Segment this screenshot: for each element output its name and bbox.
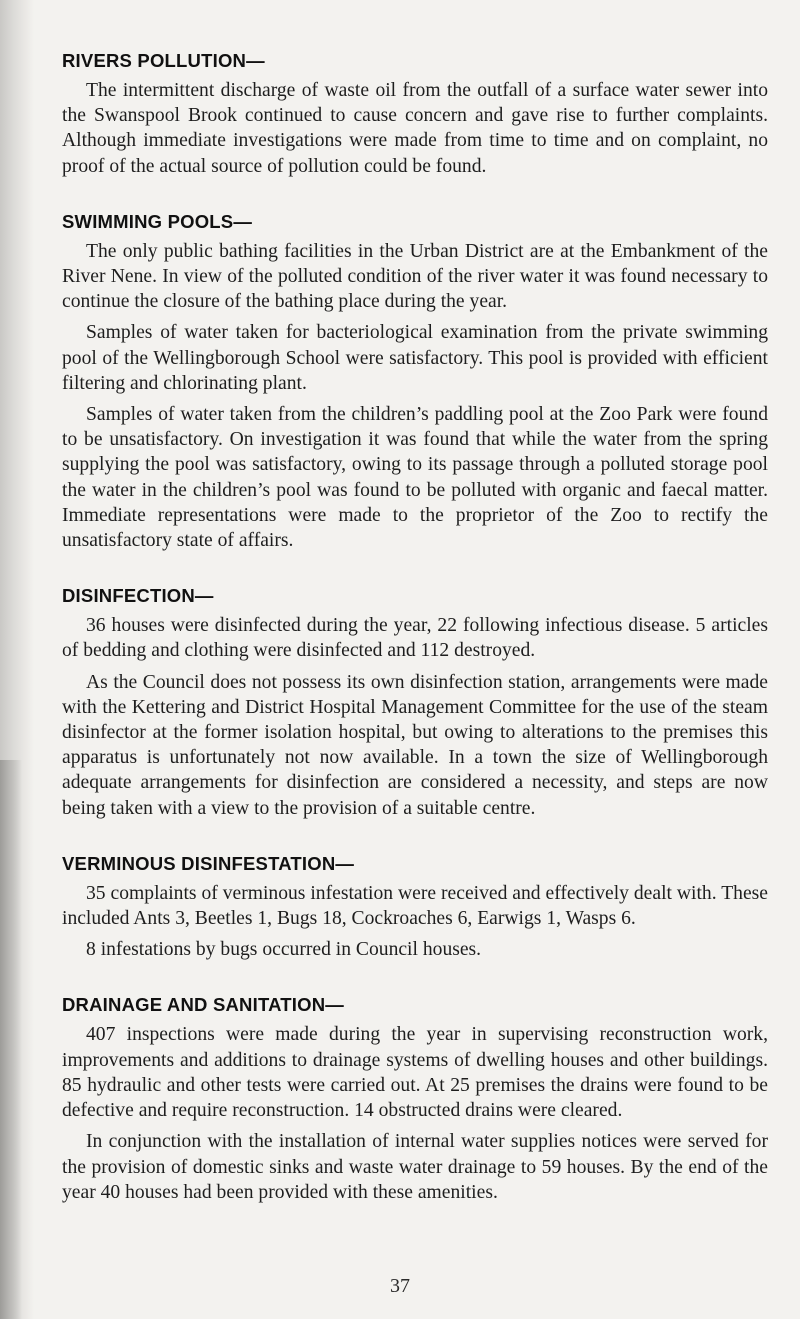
- paragraph-drainage-1: 407 inspections were made during the year in supervising reconstruction work, improvements and additions to drainage systems of dwelling houses and other buildings. 85 hydraulic and other tests were carried out. At 25 premises the drains were found to be defective and require reconstruction. 14 obstructed drains were cleared.: [62, 1024, 768, 1122]
- paragraph-swimming-3: Samples of water taken from the children’s paddling pool at the Zoo Park were found to be unsatisfactory. On investigation it was found that while the water from the spring supplying the pool was satisfactory, owing to its passage through a polluted storage pool the water in the children’s pool was found to be polluted with organic and faecal matter. Immediate representations were made to the proprietor of the Zoo to rectify the unsatisfactory state of affairs.: [62, 404, 768, 552]
- heading-disinfection: DISINFECTION—: [62, 585, 214, 607]
- document-page: [62, 48, 768, 1211]
- paragraph-rivers-1: The intermittent discharge of waste oil from the outfall of a surface water sewer into the Swanspool Brook continued to cause concern and gave rise to further complaints. Although immediate investigations were made from time to time and on complaint, no proof of the actual source of pollution could be found.: [62, 80, 768, 177]
- section-gap: [62, 827, 768, 851]
- paragraph-disinfection-2: As the Council does not possess its own disinfection station, arrangements were made with the Kettering and District Hospital Management Committee for the use of the steam disinfector at the former isolation hospital, but owing to alterations to the premises this apparatus is unfortunately not now available. In a town the size of Wellingborough adequate arrangements for disinfection are considered a necessity, and steps are now being taken with a view to the provision of a suitable centre.: [62, 671, 768, 819]
- paragraph-verminous-2: 8 infestations by bugs occurred in Council houses.: [86, 939, 482, 961]
- paragraph-verminous-1: 35 complaints of verminous infestation were received and effectively dealt with. These included Ants 3, Beetles 1, Bugs 18, Cockroaches 6, Earwigs 1, Wasps 6.: [62, 882, 768, 930]
- section-gap: [62, 559, 768, 583]
- page-number: 37: [390, 1275, 410, 1297]
- binding-shadow-lower: [0, 760, 22, 1319]
- heading-verminous-disinfestation: VERMINOUS DISINFESTATION—: [62, 852, 355, 874]
- section-gap: [62, 968, 768, 992]
- paragraph-disinfection-1: 36 houses were disinfected during the year, 22 following infectious disease. 5 articles of bedding and clothing were disinfected and 112 destroyed.: [62, 615, 768, 662]
- paragraph-swimming-1: The only public bathing facilities in the Urban District are at the Embankment of the River Nene. In view of the polluted condition of the river water it was found necessary to continue the closure of the bathing place during the year.: [62, 240, 768, 313]
- section-rivers-pollution: [62, 48, 768, 179]
- paragraph-drainage-2: In conjunction with the installation of internal water supplies notices were served for the provision of domestic sinks and waste water drainage to 59 houses. By the end of the year 40 houses had been provided with these amenities.: [62, 1131, 768, 1203]
- section-verminous-disinfestation: [62, 851, 768, 963]
- paragraph-swimming-2: Samples of water taken for bacteriological examination from the private swimming pool of the Wellingborough School were satisfactory. This pool is provided with efficient filtering and chlorinating plant.: [62, 322, 768, 394]
- heading-drainage-sanitation: DRAINAGE AND SANITATION—: [62, 994, 344, 1016]
- section-disinfection: [62, 583, 768, 821]
- heading-swimming-pools: SWIMMING POOLS—: [62, 210, 253, 232]
- section-drainage-sanitation: [62, 992, 768, 1204]
- heading-rivers-pollution: RIVERS POLLUTION—: [62, 50, 265, 71]
- section-gap: [62, 185, 768, 209]
- section-swimming-pools: [62, 209, 768, 553]
